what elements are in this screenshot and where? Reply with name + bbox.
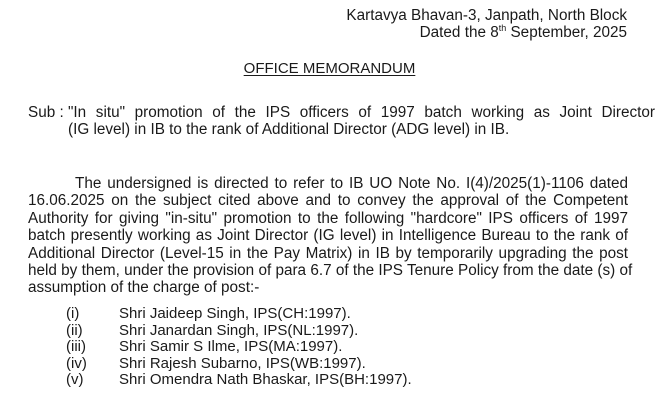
list-item (66, 306, 412, 323)
officer-list (66, 306, 412, 389)
list-item (66, 339, 412, 356)
body-line: The undersigned is directed to refer to IB UO Note No. I(4)/2025(1)-1106 dated (75, 175, 628, 192)
office-address: Kartavya Bhavan-3, Janpath, North Block (346, 7, 627, 24)
date-rest: September, 2025 (506, 24, 627, 41)
list-item-number: (iii) (66, 338, 86, 356)
body-line: held by them, under the provision of para 6.7 of the IPS Tenure Policy from the date (s) of (28, 262, 633, 280)
header-address-block (346, 7, 627, 41)
body-line: 16.06.2025 on the subject cited above and to convey the approval of the Competent (28, 192, 628, 210)
document-title: OFFICE MEMORANDUM (243, 60, 416, 77)
subject-label: Sub : (28, 104, 64, 121)
body-line: Authority for giving "in-situ" promotion to the following "hardcore" IPS officers of 1997 (28, 209, 628, 227)
officer-name: Shri Rajesh Subarno, IPS(WB:1997). (119, 354, 366, 372)
officer-name: Shri Samir S Ilme, IPS(MA:1997). (119, 338, 343, 356)
list-item (66, 372, 412, 389)
officer-name: Shri Janardan Singh, IPS(NL:1997). (119, 321, 359, 339)
subject-text (68, 104, 655, 138)
date-prefix: Dated the 8 (419, 24, 499, 41)
document-title-row (0, 60, 659, 77)
subject-line: (IG level) in IB to the rank of Additional Director (ADG level) in IB. (68, 121, 510, 138)
list-item-number: (i) (66, 305, 80, 322)
body-line: batch presently working as Joint Director (IG level) in Intelligence Bureau to the rank of (28, 227, 628, 245)
officer-name: Shri Omendra Nath Bhaskar, IPS(BH:1997). (119, 371, 412, 389)
date-line (346, 24, 627, 41)
officer-name: Shri Jaideep Singh, IPS(CH:1997). (119, 305, 351, 322)
list-item (66, 323, 412, 340)
body-paragraph (28, 175, 633, 297)
body-line: Additional Director (Level-15 in the Pay Matrix) in IB by temporarily upgrading the post (28, 244, 628, 262)
date-ordinal-suffix: th (498, 22, 507, 33)
list-item-number: (ii) (66, 321, 83, 339)
subject-line: "In situ" promotion of the IPS officers of 1997 batch working as Joint Director (68, 104, 655, 121)
list-item (66, 356, 412, 373)
list-item-number: (v) (66, 371, 84, 389)
body-line: assumption of the charge of post:- (28, 279, 260, 297)
list-item-number: (iv) (66, 354, 87, 372)
